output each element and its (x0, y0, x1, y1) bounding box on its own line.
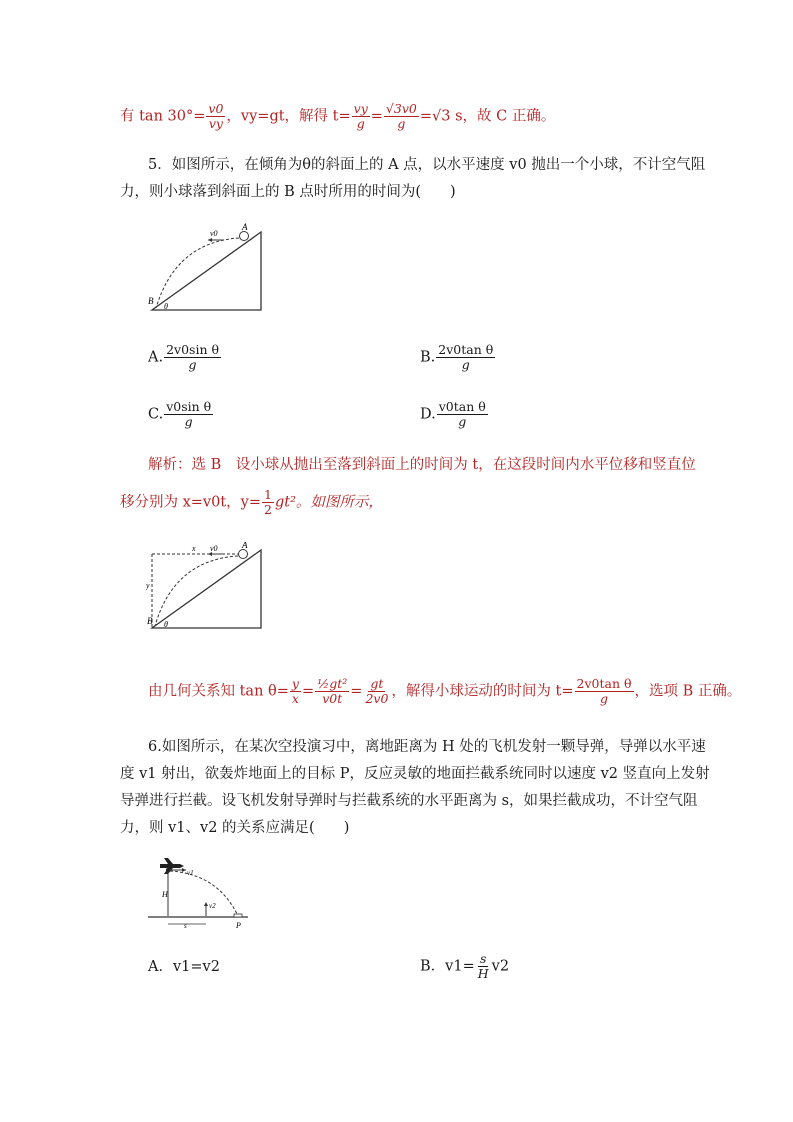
fig3-label-H: H (162, 890, 168, 899)
prev-answer-line (120, 102, 555, 131)
fig1-label-B: B (148, 296, 154, 306)
q5-option-D[interactable]: D. $\frac{\text{v0tan θ}}{g}$ (420, 399, 486, 429)
q6-text-line3: 导弹进行拦截。设飞机发射导弹时与拦截系统的水平距离为 s，如果拦截成功，不计空气阻 (120, 793, 698, 809)
q5-incline-figure (146, 222, 264, 314)
q5-analysis-figure (146, 542, 264, 632)
q6-airplane-figure (148, 852, 252, 932)
q6-option-A[interactable]: A．v1=v2 (148, 959, 220, 975)
fig2-label-theta: θ (164, 620, 168, 629)
incline-triangle-2 (152, 550, 261, 628)
q5-geometry-line: 由几何关系知 tan θ= $\frac{y}{x}$ = $\frac{\text{½gt²}}{v0t}$ = $\frac{gt}{2v0}$ ，解得小球运动的时间为 t= $\frac{\text{2v0tan θ}}{g}$ ，选项 B 正确。 (148, 676, 742, 706)
prev-answer-mid1: ，vy=gt，解得 t= (226, 108, 351, 125)
fraction-one-half: $\frac{1}{2}$ (264, 487, 272, 517)
prev-answer-mid2: =√3 s，故 C 正确。 (419, 108, 556, 125)
q5-text-line2: 力，则小球落到斜面上的 B 点时所用的时间为( ) (120, 184, 456, 200)
q5-text-line1: 5．如图所示，在倾角为θ的斜面上的 A 点，以水平速度 v0 抛出一个小球，不计空气阻 (148, 157, 706, 173)
q5-option-C[interactable]: C. $\frac{\text{v0sin θ}}{g}$ (148, 399, 212, 429)
fraction-v0-over-vy: $\frac{v0}{vy}$ (208, 101, 224, 131)
q6-option-B[interactable]: B．v1= $\frac{s}{H}$ v2 (420, 951, 510, 981)
fig2-label-y: y (146, 581, 150, 590)
q5-analysis-line2: 移分别为 x=v0t，y= $\frac{1}{2}$ gt²。如图所示， (120, 487, 383, 517)
fig1-label-v0: v0 (210, 229, 218, 238)
fraction-vy-over-g: $\frac{vy}{g}$ (353, 101, 368, 131)
fig2-label-A: A (242, 542, 248, 550)
fig3-label-v2: v2 (209, 902, 216, 910)
q5-option-B[interactable]: B. $\frac{\text{2v0tan θ}}{g}$ (420, 342, 494, 372)
q6-text-line4: 力，则 v1、v2 的关系应满足( ) (120, 820, 350, 836)
q5-option-A[interactable]: A. $\frac{\text{2v0sin θ}}{g}$ (148, 342, 220, 372)
missile-trajectory (170, 871, 238, 916)
q6-text-line2: 度 v1 射出，欲轰炸地面上的目标 P，反应灵敏的地面拦截系统同时以速度 v2 竖直向上发射 (120, 766, 710, 782)
fig3-label-s: s (184, 922, 187, 930)
fraction-sqrt3v0-over-g: $\frac{√3v0}{g}$ (385, 101, 417, 131)
trajectory-curve-2 (155, 556, 238, 626)
incline-triangle (152, 232, 261, 310)
ball (240, 232, 249, 241)
q6-text-line1: 6.如图所示，在某次空投演习中，离地距离为 H 处的飞机发射一颗导弹，导弹以水平速 (148, 739, 706, 755)
ball-2 (239, 550, 248, 559)
fig3-label-P: P (236, 921, 241, 930)
fig3-label-v1: v1 (187, 869, 194, 877)
prev-answer-prefix: 有 tan 30°= (120, 108, 206, 125)
fig1-label-theta: θ (164, 302, 168, 311)
fig2-label-B: B (147, 616, 153, 626)
target-P (234, 914, 242, 917)
prev-answer-eq: = (370, 108, 383, 125)
fig2-label-v0: v0 (210, 544, 218, 553)
fig2-label-x: x (192, 544, 196, 553)
q5-analysis-line1: 解析：选 B 设小球从抛出至落到斜面上的时间为 t，在这段时间内水平位移和竖直位 (148, 457, 696, 473)
fig1-label-A: A (242, 222, 248, 232)
